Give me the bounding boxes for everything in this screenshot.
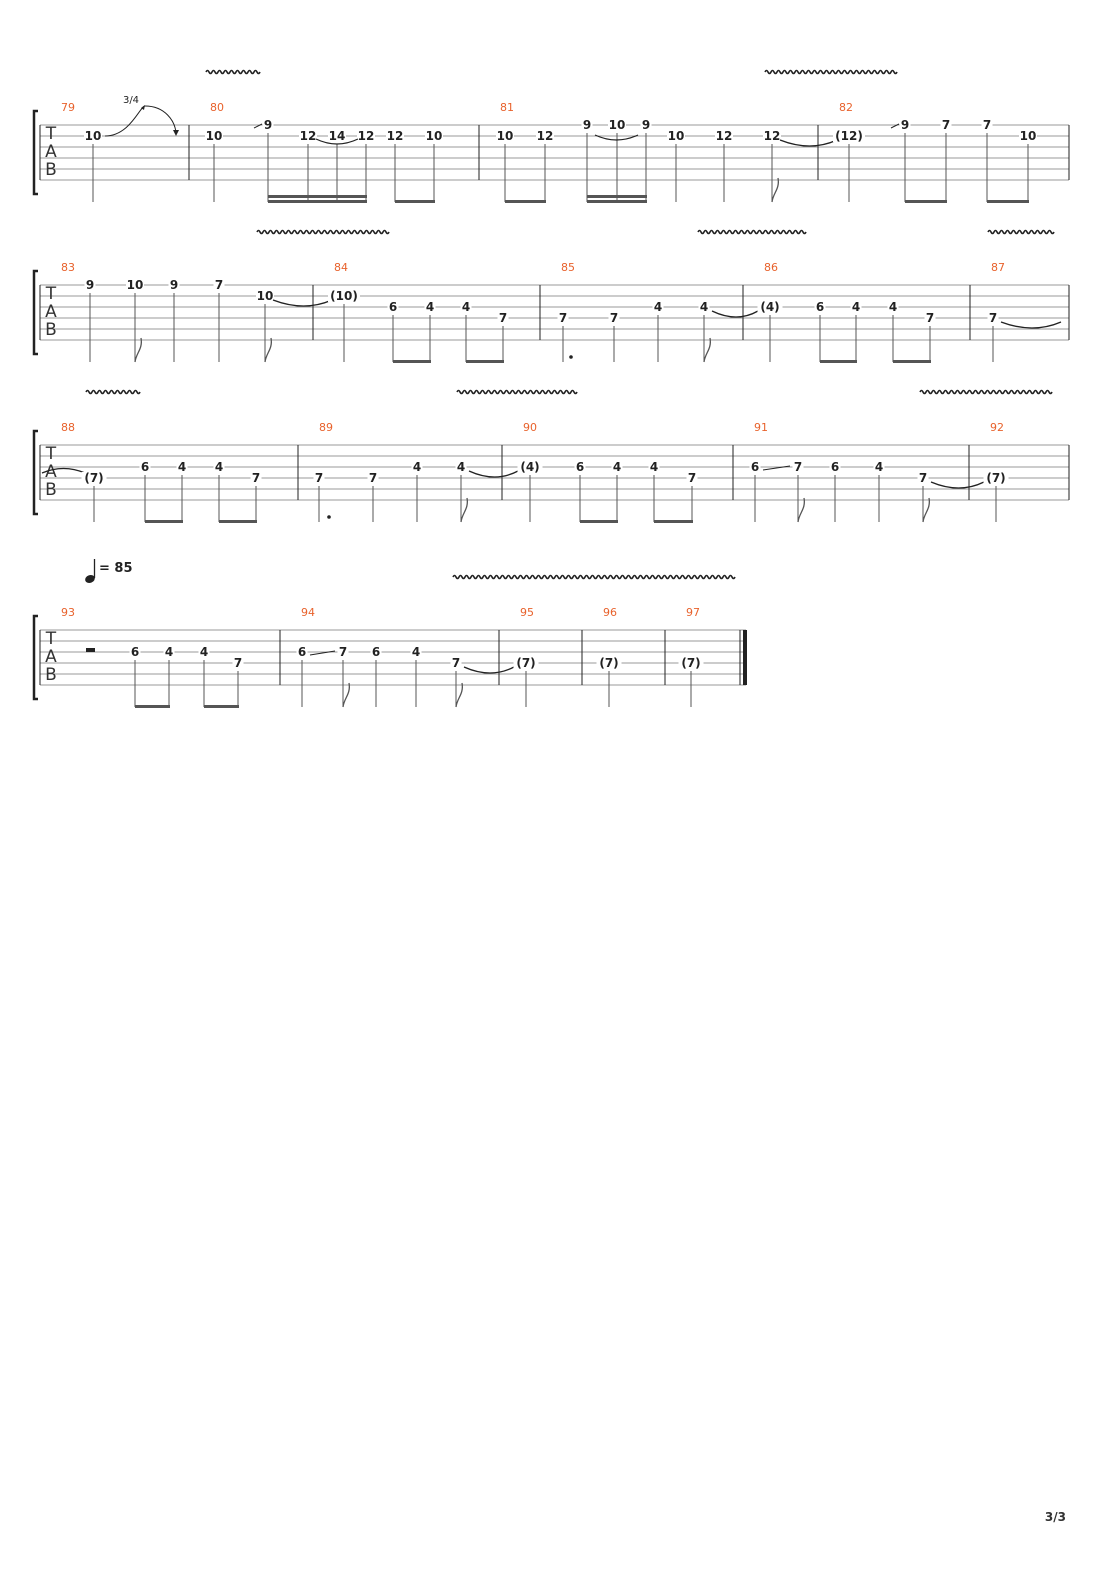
tie-arc (273, 300, 332, 306)
beam (204, 705, 239, 708)
fret-number: 4 (649, 460, 659, 474)
measure-number: 83 (61, 261, 75, 274)
fret-number: 6 (750, 460, 760, 474)
eighth-flag (704, 338, 710, 362)
beam (654, 520, 693, 523)
fret-number: 12 (357, 129, 375, 143)
measure-number: 97 (686, 606, 700, 619)
measure-number: 92 (990, 421, 1004, 434)
fret-number: 9 (85, 278, 95, 292)
beam (587, 195, 647, 198)
fret-number: (7) (599, 656, 619, 670)
tab-clef-letter: T (45, 124, 57, 144)
beam (587, 200, 647, 203)
fret-number: 6 (140, 460, 150, 474)
beam (308, 195, 367, 198)
measure-number: 87 (991, 261, 1005, 274)
final-barline-thick (743, 630, 747, 685)
eighth-flag (343, 683, 349, 707)
beam (820, 360, 857, 363)
measure-number: 90 (523, 421, 537, 434)
fret-number: (7) (681, 656, 701, 670)
tab-clef-letter: A (45, 302, 57, 322)
fret-number: 4 (199, 645, 209, 659)
tie-arc (780, 140, 837, 146)
fret-number: 4 (612, 460, 622, 474)
tab-clef-letter: A (45, 647, 57, 667)
measure-number: 85 (561, 261, 575, 274)
fret-number: 10 (667, 129, 685, 143)
fret-number: 6 (371, 645, 381, 659)
fret-number: 7 (609, 311, 619, 325)
measure-number: 79 (61, 101, 75, 114)
fret-number: 6 (297, 645, 307, 659)
fret-number: 6 (830, 460, 840, 474)
measure-number: 89 (319, 421, 333, 434)
fret-number: 12 (386, 129, 404, 143)
bend-amount: 3/4 (122, 95, 140, 106)
tab-clef-letter: A (45, 142, 57, 162)
fret-number: 4 (412, 460, 422, 474)
measure-number: 84 (334, 261, 348, 274)
fret-number: 4 (425, 300, 435, 314)
measure-number: 86 (764, 261, 778, 274)
fret-number: 4 (888, 300, 898, 314)
beam (395, 200, 435, 203)
measure-number: 94 (301, 606, 315, 619)
vibrato-mark (457, 391, 577, 394)
fret-number: 6 (388, 300, 398, 314)
system-bracket (34, 111, 38, 194)
fret-number: 9 (641, 118, 651, 132)
fret-number: 4 (214, 460, 224, 474)
beam (145, 520, 183, 523)
measure-number: 96 (603, 606, 617, 619)
fret-number: (7) (516, 656, 536, 670)
fret-number: 4 (177, 460, 187, 474)
eighth-flag (135, 338, 141, 362)
tab-clef-letter: B (45, 480, 57, 500)
fret-number: 7 (558, 311, 568, 325)
beam (466, 360, 504, 363)
measure-number: 82 (839, 101, 853, 114)
fret-number: 14 (328, 129, 346, 143)
vibrato-mark (206, 71, 260, 74)
fret-number: 7 (687, 471, 697, 485)
fret-number: 7 (988, 311, 998, 325)
measure-number: 88 (61, 421, 75, 434)
fret-number: 7 (793, 460, 803, 474)
fret-number: 7 (918, 471, 928, 485)
tie-arc (931, 482, 984, 488)
beam (219, 520, 257, 523)
fret-number: 6 (815, 300, 825, 314)
fret-number: 6 (130, 645, 140, 659)
fret-number: 4 (411, 645, 421, 659)
measure-number: 91 (754, 421, 768, 434)
release-arrowhead (173, 130, 179, 136)
eighth-flag (772, 178, 778, 202)
fret-number: 4 (699, 300, 709, 314)
augmentation-dot (327, 515, 331, 519)
fret-number: (7) (84, 471, 104, 485)
fret-number: 7 (925, 311, 935, 325)
system-bracket (34, 431, 38, 514)
fret-number: 10 (496, 129, 514, 143)
fret-number: 4 (461, 300, 471, 314)
tie-arc (464, 667, 514, 673)
measure-number: 93 (61, 606, 75, 619)
fret-number: 10 (126, 278, 144, 292)
measure-number: 80 (210, 101, 224, 114)
beam (893, 360, 931, 363)
tab-clef-letter: T (45, 629, 57, 649)
fret-number: 7 (214, 278, 224, 292)
tie-arc (712, 311, 758, 317)
fret-number: 12 (763, 129, 781, 143)
fret-number: 6 (575, 460, 585, 474)
tab-clef-letter: T (45, 284, 57, 304)
beam (308, 200, 367, 203)
tab-clef-letter: A (45, 462, 57, 482)
fret-number: 7 (233, 656, 243, 670)
fret-number: 9 (900, 118, 910, 132)
fret-number: 4 (653, 300, 663, 314)
tempo-marking: = 85 (99, 561, 133, 576)
measure-number: 81 (500, 101, 514, 114)
vibrato-mark (765, 71, 897, 74)
tab-clef-letter: B (45, 665, 57, 685)
vibrato-mark (988, 231, 1054, 234)
tie-arc (1001, 322, 1061, 328)
fret-number: 12 (299, 129, 317, 143)
tab-clef-letter: T (45, 444, 57, 464)
vibrato-mark (86, 391, 140, 394)
fret-number: 4 (874, 460, 884, 474)
fret-number: 10 (256, 289, 274, 303)
fret-number: 12 (536, 129, 554, 143)
eighth-flag (461, 498, 467, 522)
vibrato-mark (257, 231, 389, 234)
release-arrow (145, 106, 176, 133)
eighth-flag (923, 498, 929, 522)
fret-number: (7) (986, 471, 1006, 485)
fret-number: 7 (338, 645, 348, 659)
fret-number: (4) (760, 300, 780, 314)
beam (905, 200, 947, 203)
eighth-flag (265, 338, 271, 362)
beam (987, 200, 1029, 203)
vibrato-mark (453, 576, 735, 579)
fret-number: 9 (169, 278, 179, 292)
fret-number: 4 (851, 300, 861, 314)
fret-number: 7 (451, 656, 461, 670)
tie-arc (469, 471, 518, 477)
fret-number: 10 (84, 129, 102, 143)
vibrato-mark (698, 231, 806, 234)
half-rest-icon (86, 648, 95, 652)
tab-clef-letter: B (45, 320, 57, 340)
beam (135, 705, 170, 708)
fret-number: 7 (982, 118, 992, 132)
fret-number: 7 (314, 471, 324, 485)
eighth-flag (798, 498, 804, 522)
beam (580, 520, 618, 523)
system-bracket (34, 616, 38, 699)
fret-number: 7 (251, 471, 261, 485)
fret-number: 10 (205, 129, 223, 143)
fret-number: (10) (330, 289, 358, 303)
measure-number: 95 (520, 606, 534, 619)
beam (393, 360, 431, 363)
fret-number: 4 (164, 645, 174, 659)
fret-number: (12) (835, 129, 863, 143)
page-number: 3/3 (1044, 1510, 1066, 1524)
fret-number: 12 (715, 129, 733, 143)
fret-number: 7 (368, 471, 378, 485)
beam (505, 200, 546, 203)
fret-number: 9 (582, 118, 592, 132)
fret-number: 9 (263, 118, 273, 132)
fret-number: 7 (941, 118, 951, 132)
fret-number: (4) (520, 460, 540, 474)
augmentation-dot (569, 355, 573, 359)
fret-number: 4 (456, 460, 466, 474)
bend-arrow (105, 106, 145, 136)
vibrato-mark (920, 391, 1052, 394)
fret-number: 10 (1019, 129, 1037, 143)
fret-number: 7 (498, 311, 508, 325)
system-bracket (34, 271, 38, 354)
tab-clef-letter: B (45, 160, 57, 180)
eighth-flag (456, 683, 462, 707)
fret-number: 10 (425, 129, 443, 143)
fret-number: 10 (608, 118, 626, 132)
